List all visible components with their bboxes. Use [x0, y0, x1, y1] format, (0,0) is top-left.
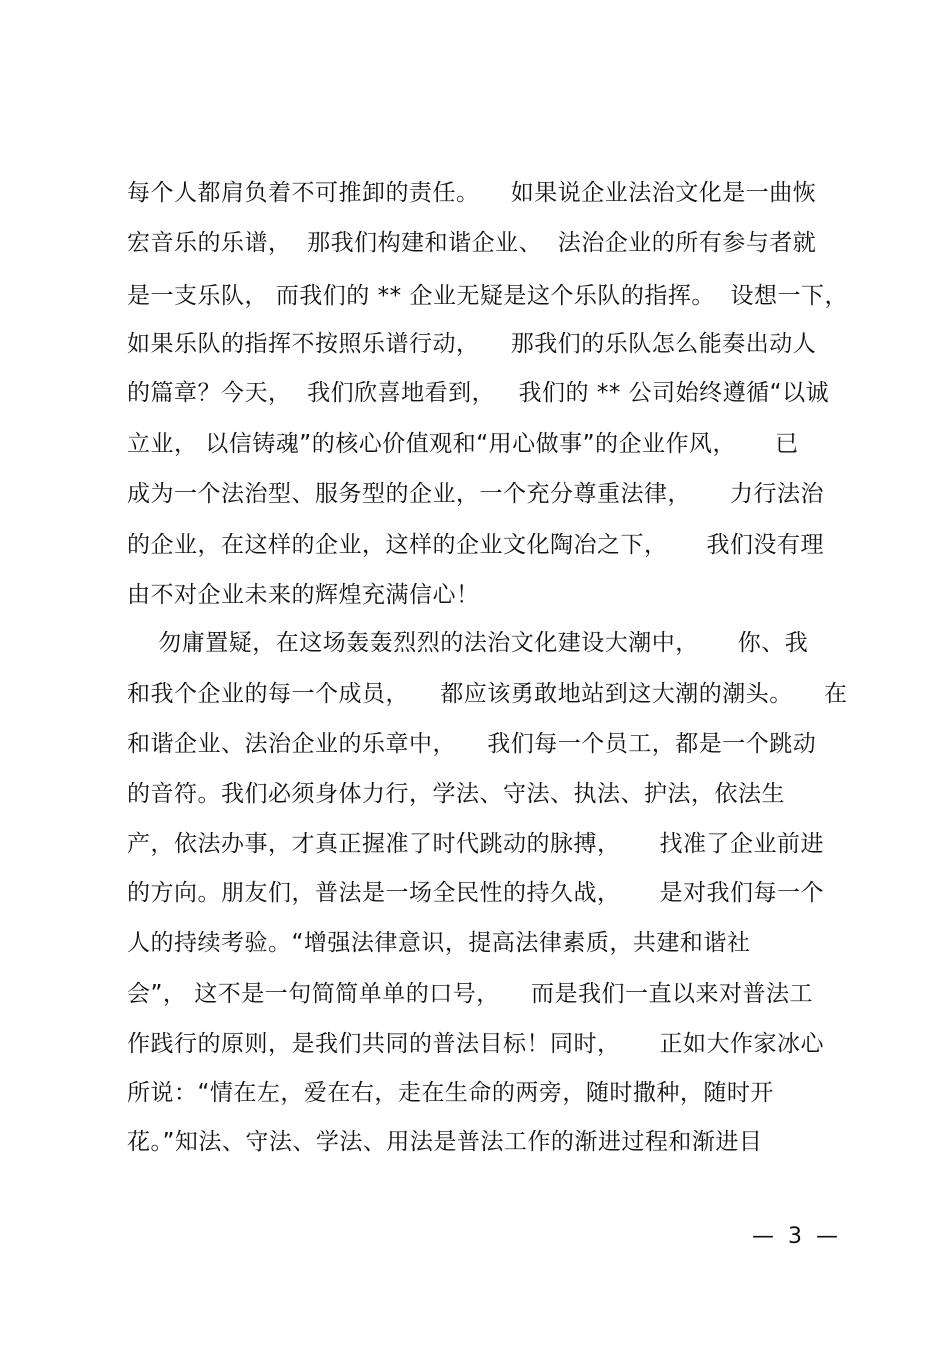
text-line: 会”， 这不是一句简简单单的口号， 而是我们一直以来对普法工: [127, 981, 813, 1007]
text-line: 的方向。朋友们，普法是一场全民性的持久战， 是对我们每一个: [127, 880, 825, 906]
text-line: 和我个企业的每一个成员， 都应该勇敢地站到这大潮的潮头。 在: [127, 681, 848, 707]
text-line: 所说：“情在左，爱在右，走在生命的两旁，随时撒种，随时开: [127, 1080, 774, 1106]
text-line: 宏音乐的乐谱， 那我们构建和谐企业、 法治企业的所有参与者就: [127, 230, 817, 256]
text-line: 立业， 以信铸魂”的核心价值观和“用心做事”的企业作风， 已: [127, 431, 799, 457]
text-line: 的篇章？今天， 我们欣喜地看到， 我们的 ** 公司始终遵循“以诚: [127, 380, 830, 406]
text-line: 每个人都肩负着不可推卸的责任。 如果说企业法治文化是一曲恢: [127, 180, 817, 206]
text-line: 成为一个法治型、服务型的企业，一个充分尊重法律， 力行法治: [127, 481, 825, 507]
text-line: 和谐企业、法治企业的乐章中， 我们每一个员工，都是一个跳动: [127, 731, 817, 757]
text-line: 的音符。我们必须身体力行，学法、守法、执法、护法，依法生: [127, 781, 785, 807]
page-number: — 3 —: [752, 1224, 838, 1249]
text-line: 作践行的原则，是我们共同的普法目标！同时， 正如大作家冰心: [127, 1031, 825, 1057]
text-line: 产，依法办事，才真正握准了时代跳动的脉搏， 找准了企业前进: [127, 831, 825, 857]
text-line: 勿庸置疑，在这场轰轰烈烈的法治文化建设大潮中， 你、我: [127, 630, 809, 656]
text-line: 花。”知法、守法、学法、用法是普法工作的渐进过程和渐进目: [127, 1129, 763, 1155]
text-line: 是一支乐队， 而我们的 ** 企业无疑是这个乐队的指挥。 设想一下，: [127, 283, 849, 309]
text-line: 由不对企业未来的辉煌充满信心！: [127, 582, 480, 608]
text-line: 如果乐队的指挥不按照乐谱行动， 那我们的乐队怎么能奏出动人: [127, 331, 817, 357]
text-line: 的企业，在这样的企业，这样的企业文化陶冶之下， 我们没有理: [127, 532, 825, 558]
text-line: 人的持续考验。“增强法律意识，提高法律素质，共建和谐社: [127, 930, 751, 956]
